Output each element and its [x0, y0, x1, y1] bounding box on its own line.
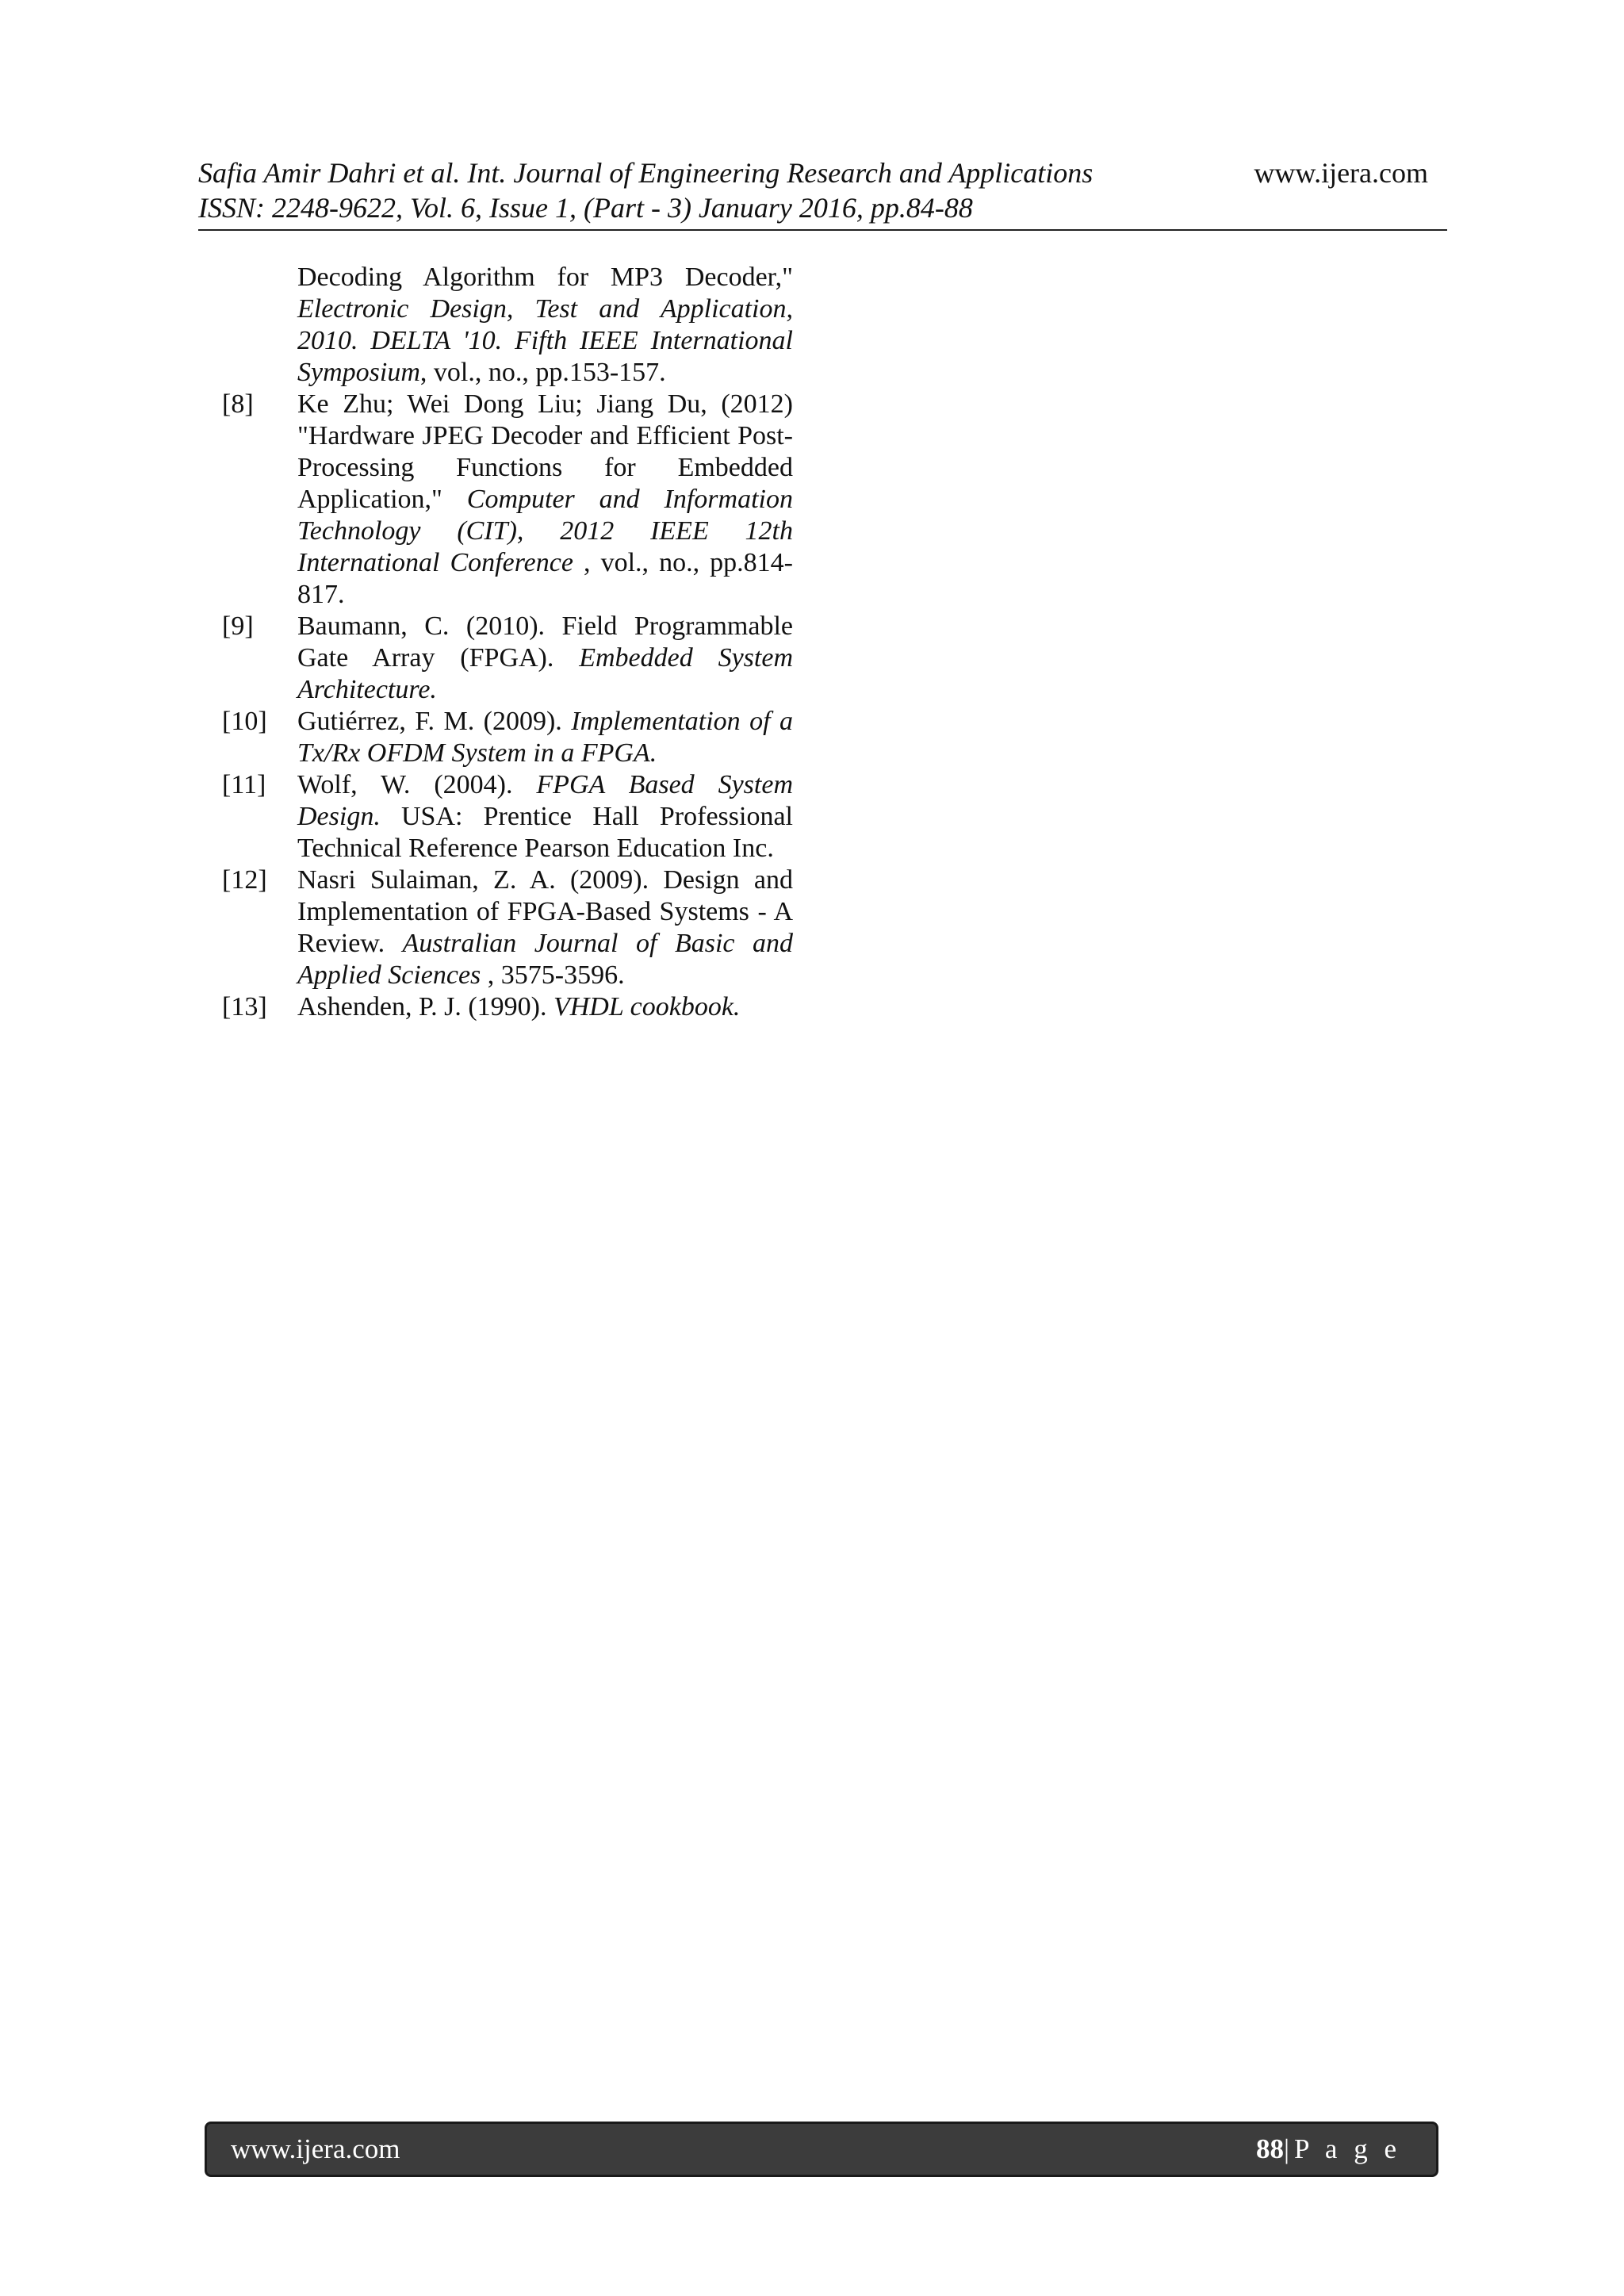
page-label: |P a g e: [1284, 2133, 1401, 2164]
journal-citation: Safia Amir Dahri et al. Int. Journal of Engineering Research and Applications: [198, 157, 1094, 189]
reference-text: Wolf, W. (2004). FPGA Based System Design. USA: Prentice Hall Professional Technical Reference Pearson Education Inc.: [297, 770, 793, 863]
reference-number: [11]: [222, 770, 266, 799]
page-footer: [205, 2122, 1438, 2177]
header-divider: [198, 229, 1447, 231]
reference-text: Ashenden, P. J. (1990). VHDL cookbook.: [297, 992, 741, 1022]
reference-item-13: [222, 991, 793, 1023]
reference-item-continued: [222, 262, 793, 389]
reference-item-10: [222, 706, 793, 769]
page-number-value: 88: [1256, 2133, 1284, 2164]
references-list: [222, 262, 793, 1023]
reference-number: [8]: [222, 389, 254, 419]
reference-number: [13]: [222, 992, 267, 1022]
reference-text: Nasri Sulaiman, Z. A. (2009). Design and Implementation of FPGA-Based Systems - A Review. Australian Journal of Basic and Applied Sciences , 3575-3596.: [297, 865, 793, 990]
reference-text: Gutiérrez, F. M. (2009). Implementation of a Tx/Rx OFDM System in a FPGA.: [297, 707, 793, 768]
footer-url-link[interactable]: www.ijera.com: [231, 2133, 400, 2164]
reference-item-9: [222, 611, 793, 706]
reference-item-11: [222, 769, 793, 864]
reference-number: [10]: [222, 707, 267, 736]
page-number: [1256, 2133, 1401, 2165]
reference-number: [9]: [222, 611, 254, 641]
reference-text: Baumann, C. (2010). Field Programmable Gate Array (FPGA). Embedded System Architecture.: [297, 611, 794, 704]
header-url-link[interactable]: www.ijera.com: [1254, 157, 1428, 189]
issn-line: ISSN: 2248-9622, Vol. 6, Issue 1, (Part - 3) January 2016, pp.84-88: [198, 192, 973, 224]
reference-item-12: [222, 864, 793, 991]
reference-item-8: [222, 389, 793, 611]
reference-text: Ke Zhu; Wei Dong Liu; Jiang Du, (2012) "Hardware JPEG Decoder and Efficient Post-Processing Functions for Embedded Application," Computer and Information Technology (CIT), 2012 IEEE 12th International Conference , vol., no., pp.814-817.: [297, 389, 793, 609]
reference-number: [12]: [222, 865, 267, 895]
reference-text: Decoding Algorithm for MP3 Decoder," Electronic Design, Test and Application, 2010. DELTA '10. Fifth IEEE International Symposium, vol., no., pp.153-157.: [297, 263, 793, 387]
